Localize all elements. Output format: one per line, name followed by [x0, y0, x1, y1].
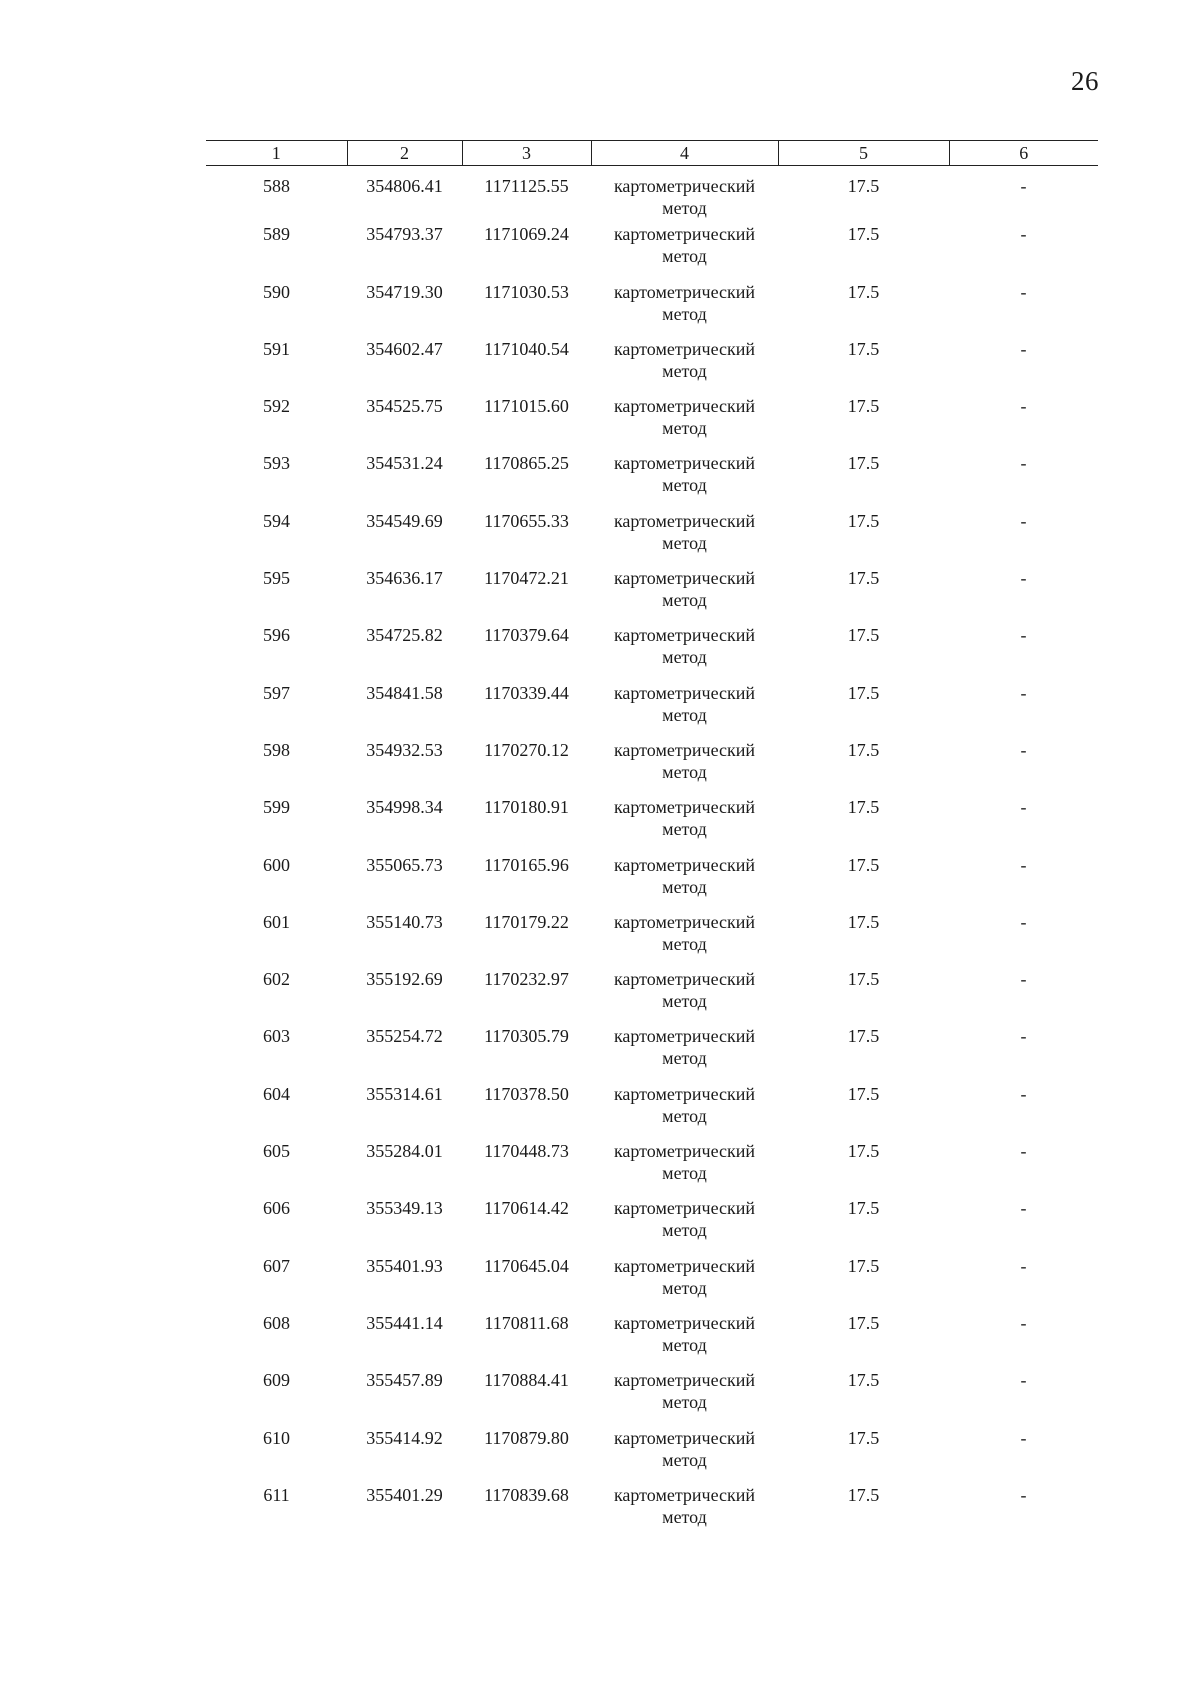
accuracy-value-cell: 17.5 — [847, 396, 880, 417]
method-text-line-2: метод — [662, 819, 707, 840]
table-row — [206, 223, 1098, 280]
method-cell — [591, 1369, 778, 1426]
table-row — [206, 911, 1098, 968]
x-coordinate-cell: 355441.14 — [366, 1312, 443, 1333]
method-text-line-2: метод — [662, 532, 707, 553]
column-6-cell: - — [1020, 176, 1027, 196]
method-text-line-1: картометрический — [613, 969, 756, 990]
table-row — [206, 338, 1098, 395]
column-6-cell: - — [1020, 1255, 1027, 1276]
method-cell — [591, 1312, 778, 1369]
method-text-line-2: метод — [662, 1277, 707, 1298]
method-text-line-2: метод — [662, 1449, 707, 1470]
column-6-cell: - — [1020, 224, 1027, 245]
point-number-cell: 608 — [263, 1312, 290, 1333]
method-cell — [591, 854, 778, 911]
x-coordinate-cell: 355414.92 — [366, 1427, 443, 1448]
column-6-cell: - — [1020, 568, 1027, 589]
point-number-cell: 601 — [263, 911, 290, 932]
method-text-line-2: метод — [662, 475, 707, 496]
point-number-cell: 600 — [263, 854, 290, 875]
point-number-cell: 598 — [263, 739, 290, 760]
point-number-cell: 610 — [263, 1427, 290, 1448]
accuracy-value-cell: 17.5 — [847, 510, 880, 531]
point-number-cell: 603 — [263, 1026, 290, 1047]
method-text-line-2: метод — [662, 198, 707, 218]
y-coordinate-cell: 1170879.80 — [484, 1427, 569, 1448]
column-header-6: 6 — [949, 141, 1098, 166]
accuracy-value-cell: 17.5 — [847, 682, 880, 703]
x-coordinate-cell: 355254.72 — [366, 1026, 443, 1047]
point-number-cell: 605 — [263, 1141, 290, 1162]
method-text-line-1: картометрический — [613, 568, 756, 589]
point-number-cell: 599 — [263, 797, 290, 818]
y-coordinate-cell: 1170379.64 — [484, 625, 569, 646]
method-text-line-1: картометрический — [613, 224, 756, 245]
y-coordinate-cell: 1170884.41 — [484, 1370, 569, 1391]
accuracy-value-cell: 17.5 — [847, 969, 880, 990]
column-header-1: 1 — [206, 141, 347, 166]
method-cell — [591, 510, 778, 567]
column-header-3: 3 — [462, 141, 591, 166]
point-number-cell: 595 — [263, 568, 290, 589]
method-text-line-2: метод — [662, 590, 707, 611]
x-coordinate-cell: 354725.82 — [366, 625, 443, 646]
table-row — [206, 567, 1098, 624]
column-6-cell: - — [1020, 1026, 1027, 1047]
column-6-cell: - — [1020, 797, 1027, 818]
y-coordinate-cell: 1171030.53 — [484, 281, 569, 302]
method-cell — [591, 1083, 778, 1140]
y-coordinate-cell: 1170305.79 — [484, 1026, 569, 1047]
header-row — [206, 141, 1098, 166]
x-coordinate-cell: 354525.75 — [366, 396, 443, 417]
method-text-line-2: метод — [662, 360, 707, 381]
y-coordinate-cell: 1171125.55 — [484, 176, 569, 196]
column-6-cell: - — [1020, 682, 1027, 703]
method-text-line-1: картометрический — [613, 1083, 756, 1104]
x-coordinate-cell: 355401.29 — [366, 1484, 443, 1505]
accuracy-value-cell: 17.5 — [847, 1484, 880, 1505]
y-coordinate-cell: 1170645.04 — [484, 1255, 569, 1276]
point-number-cell: 606 — [263, 1198, 290, 1219]
method-text-line-1: картометрический — [613, 682, 756, 703]
accuracy-value-cell: 17.5 — [847, 224, 880, 245]
method-text-line-2: метод — [662, 647, 707, 668]
x-coordinate-cell: 354719.30 — [366, 281, 443, 302]
method-cell — [591, 1197, 778, 1254]
column-6-cell: - — [1020, 1198, 1027, 1219]
method-cell — [591, 395, 778, 452]
column-6-cell: - — [1020, 1484, 1027, 1505]
method-text-line-1: картометрический — [613, 1198, 756, 1219]
method-text-line-2: метод — [662, 933, 707, 954]
point-number-cell: 590 — [263, 281, 290, 302]
column-6-cell: - — [1020, 1083, 1027, 1104]
method-text-line-1: картометрический — [613, 1484, 756, 1505]
method-cell — [591, 1025, 778, 1082]
table-row — [206, 854, 1098, 911]
method-text-line-2: метод — [662, 1220, 707, 1241]
method-cell — [591, 452, 778, 509]
x-coordinate-cell: 355140.73 — [366, 911, 443, 932]
column-6-cell: - — [1020, 281, 1027, 302]
method-text-line-2: метод — [662, 991, 707, 1012]
method-text-line-2: метод — [662, 1048, 707, 1069]
method-cell — [591, 1484, 778, 1541]
table-row — [206, 1197, 1098, 1254]
column-6-cell: - — [1020, 453, 1027, 474]
x-coordinate-cell: 354793.37 — [366, 224, 443, 245]
x-coordinate-cell: 355192.69 — [366, 969, 443, 990]
x-coordinate-cell: 355314.61 — [366, 1083, 443, 1104]
x-coordinate-cell: 355401.93 — [366, 1255, 443, 1276]
y-coordinate-cell: 1171069.24 — [484, 224, 569, 245]
method-cell — [591, 166, 778, 224]
method-text-line-1: картометрический — [613, 854, 756, 875]
accuracy-value-cell: 17.5 — [847, 568, 880, 589]
x-coordinate-cell: 354636.17 — [366, 568, 443, 589]
method-cell — [591, 1427, 778, 1484]
accuracy-value-cell: 17.5 — [847, 625, 880, 646]
method-text-line-1: картометрический — [613, 1141, 756, 1162]
method-text-line-2: метод — [662, 418, 707, 439]
column-6-cell: - — [1020, 510, 1027, 531]
y-coordinate-cell: 1170180.91 — [484, 797, 569, 818]
accuracy-value-cell: 17.5 — [847, 1312, 880, 1333]
y-coordinate-cell: 1170811.68 — [484, 1312, 569, 1333]
method-text-line-1: картометрический — [613, 338, 756, 359]
method-text-line-2: метод — [662, 1392, 707, 1413]
accuracy-value-cell: 17.5 — [847, 739, 880, 760]
column-6-cell: - — [1020, 739, 1027, 760]
x-coordinate-cell: 355284.01 — [366, 1141, 443, 1162]
table-row — [206, 1369, 1098, 1426]
point-number-cell: 594 — [263, 510, 290, 531]
method-text-line-2: метод — [662, 704, 707, 725]
method-cell — [591, 223, 778, 280]
point-number-cell: 602 — [263, 969, 290, 990]
point-number-cell: 592 — [263, 396, 290, 417]
method-text-line-2: метод — [662, 303, 707, 324]
accuracy-value-cell: 17.5 — [847, 1198, 880, 1219]
method-cell — [591, 739, 778, 796]
y-coordinate-cell: 1170472.21 — [484, 568, 569, 589]
accuracy-value-cell: 17.5 — [847, 281, 880, 302]
method-text-line-1: картометрический — [613, 453, 756, 474]
point-number-cell: 588 — [263, 176, 290, 196]
x-coordinate-cell: 355349.13 — [366, 1198, 443, 1219]
method-text-line-2: метод — [662, 1163, 707, 1184]
x-coordinate-cell: 354531.24 — [366, 453, 443, 474]
y-coordinate-cell: 1170179.22 — [484, 911, 569, 932]
column-6-cell: - — [1020, 396, 1027, 417]
point-number-cell: 607 — [263, 1255, 290, 1276]
table-row — [206, 1312, 1098, 1369]
method-cell — [591, 338, 778, 395]
point-number-cell: 589 — [263, 224, 290, 245]
y-coordinate-cell: 1170339.44 — [484, 682, 569, 703]
method-cell — [591, 968, 778, 1025]
point-number-cell: 593 — [263, 453, 290, 474]
column-6-cell: - — [1020, 1427, 1027, 1448]
x-coordinate-cell: 355457.89 — [366, 1370, 443, 1391]
y-coordinate-cell: 1170614.42 — [484, 1198, 569, 1219]
method-text-line-1: картометрический — [613, 1255, 756, 1276]
table-row — [206, 166, 1098, 224]
table-row — [206, 1255, 1098, 1312]
method-text-line-2: метод — [662, 1105, 707, 1126]
method-text-line-1: картометрический — [613, 911, 756, 932]
y-coordinate-cell: 1171015.60 — [484, 396, 569, 417]
accuracy-value-cell: 17.5 — [847, 797, 880, 818]
method-text-line-2: метод — [662, 1334, 707, 1355]
accuracy-value-cell: 17.5 — [847, 176, 880, 196]
y-coordinate-cell: 1170270.12 — [484, 739, 569, 760]
column-6-cell: - — [1020, 911, 1027, 932]
table-row — [206, 1427, 1098, 1484]
table-row — [206, 796, 1098, 853]
column-header-2: 2 — [347, 141, 462, 166]
y-coordinate-cell: 1170232.97 — [484, 969, 569, 990]
x-coordinate-cell: 354841.58 — [366, 682, 443, 703]
method-text-line-1: картометрический — [613, 1026, 756, 1047]
column-6-cell: - — [1020, 338, 1027, 359]
accuracy-value-cell: 17.5 — [847, 453, 880, 474]
method-cell — [591, 796, 778, 853]
y-coordinate-cell: 1170378.50 — [484, 1083, 569, 1104]
table-body — [206, 166, 1098, 1542]
method-cell — [591, 567, 778, 624]
table-row — [206, 1083, 1098, 1140]
y-coordinate-cell: 1170865.25 — [484, 453, 569, 474]
x-coordinate-cell: 355065.73 — [366, 854, 443, 875]
method-cell — [591, 1140, 778, 1197]
method-cell — [591, 1255, 778, 1312]
y-coordinate-cell: 1170165.96 — [484, 854, 569, 875]
x-coordinate-cell: 354602.47 — [366, 338, 443, 359]
method-cell — [591, 911, 778, 968]
method-text-line-1: картометрический — [613, 1312, 756, 1333]
column-6-cell: - — [1020, 625, 1027, 646]
method-cell — [591, 624, 778, 681]
table-row — [206, 968, 1098, 1025]
method-text-line-2: метод — [662, 246, 707, 267]
y-coordinate-cell: 1170839.68 — [484, 1484, 569, 1505]
accuracy-value-cell: 17.5 — [847, 911, 880, 932]
column-6-cell: - — [1020, 969, 1027, 990]
point-number-cell: 604 — [263, 1083, 290, 1104]
table-row — [206, 1140, 1098, 1197]
column-6-cell: - — [1020, 854, 1027, 875]
column-6-cell: - — [1020, 1141, 1027, 1162]
method-text-line-1: картометрический — [613, 1427, 756, 1448]
accuracy-value-cell: 17.5 — [847, 1083, 880, 1104]
point-number-cell: 609 — [263, 1370, 290, 1391]
point-number-cell: 591 — [263, 338, 290, 359]
column-header-4: 4 — [591, 141, 778, 166]
method-text-line-1: картометрический — [613, 176, 756, 196]
x-coordinate-cell: 354932.53 — [366, 739, 443, 760]
method-text-line-2: метод — [662, 1506, 707, 1527]
page-number: 26 — [1071, 66, 1099, 96]
table-row — [206, 281, 1098, 338]
accuracy-value-cell: 17.5 — [847, 1427, 880, 1448]
table-row — [206, 395, 1098, 452]
table-header — [206, 141, 1098, 166]
table-row — [206, 510, 1098, 567]
x-coordinate-cell: 354806.41 — [366, 176, 443, 196]
column-6-cell: - — [1020, 1312, 1027, 1333]
method-text-line-1: картометрический — [613, 739, 756, 760]
table-row — [206, 1025, 1098, 1082]
accuracy-value-cell: 17.5 — [847, 1141, 880, 1162]
method-cell — [591, 682, 778, 739]
table-row — [206, 1484, 1098, 1541]
method-text-line-2: метод — [662, 761, 707, 782]
accuracy-value-cell: 17.5 — [847, 854, 880, 875]
table-row — [206, 452, 1098, 509]
accuracy-value-cell: 17.5 — [847, 338, 880, 359]
table-row — [206, 682, 1098, 739]
point-number-cell: 597 — [263, 682, 290, 703]
accuracy-value-cell: 17.5 — [847, 1026, 880, 1047]
method-text-line-2: метод — [662, 876, 707, 897]
column-6-cell: - — [1020, 1370, 1027, 1391]
y-coordinate-cell: 1171040.54 — [484, 338, 569, 359]
accuracy-value-cell: 17.5 — [847, 1370, 880, 1391]
x-coordinate-cell: 354549.69 — [366, 510, 443, 531]
column-header-5: 5 — [778, 141, 949, 166]
method-text-line-1: картометрический — [613, 625, 756, 646]
method-cell — [591, 281, 778, 338]
coordinates-table — [206, 140, 1098, 1541]
method-text-line-1: картометрический — [613, 281, 756, 302]
method-text-line-1: картометрический — [613, 510, 756, 531]
point-number-cell: 611 — [263, 1484, 290, 1505]
method-text-line-1: картометрический — [613, 797, 756, 818]
y-coordinate-cell: 1170655.33 — [484, 510, 569, 531]
y-coordinate-cell: 1170448.73 — [484, 1141, 569, 1162]
table-row — [206, 624, 1098, 681]
method-text-line-1: картометрический — [613, 1370, 756, 1391]
accuracy-value-cell: 17.5 — [847, 1255, 880, 1276]
point-number-cell: 596 — [263, 625, 290, 646]
x-coordinate-cell: 354998.34 — [366, 797, 443, 818]
table-row — [206, 739, 1098, 796]
method-text-line-1: картометрический — [613, 396, 756, 417]
